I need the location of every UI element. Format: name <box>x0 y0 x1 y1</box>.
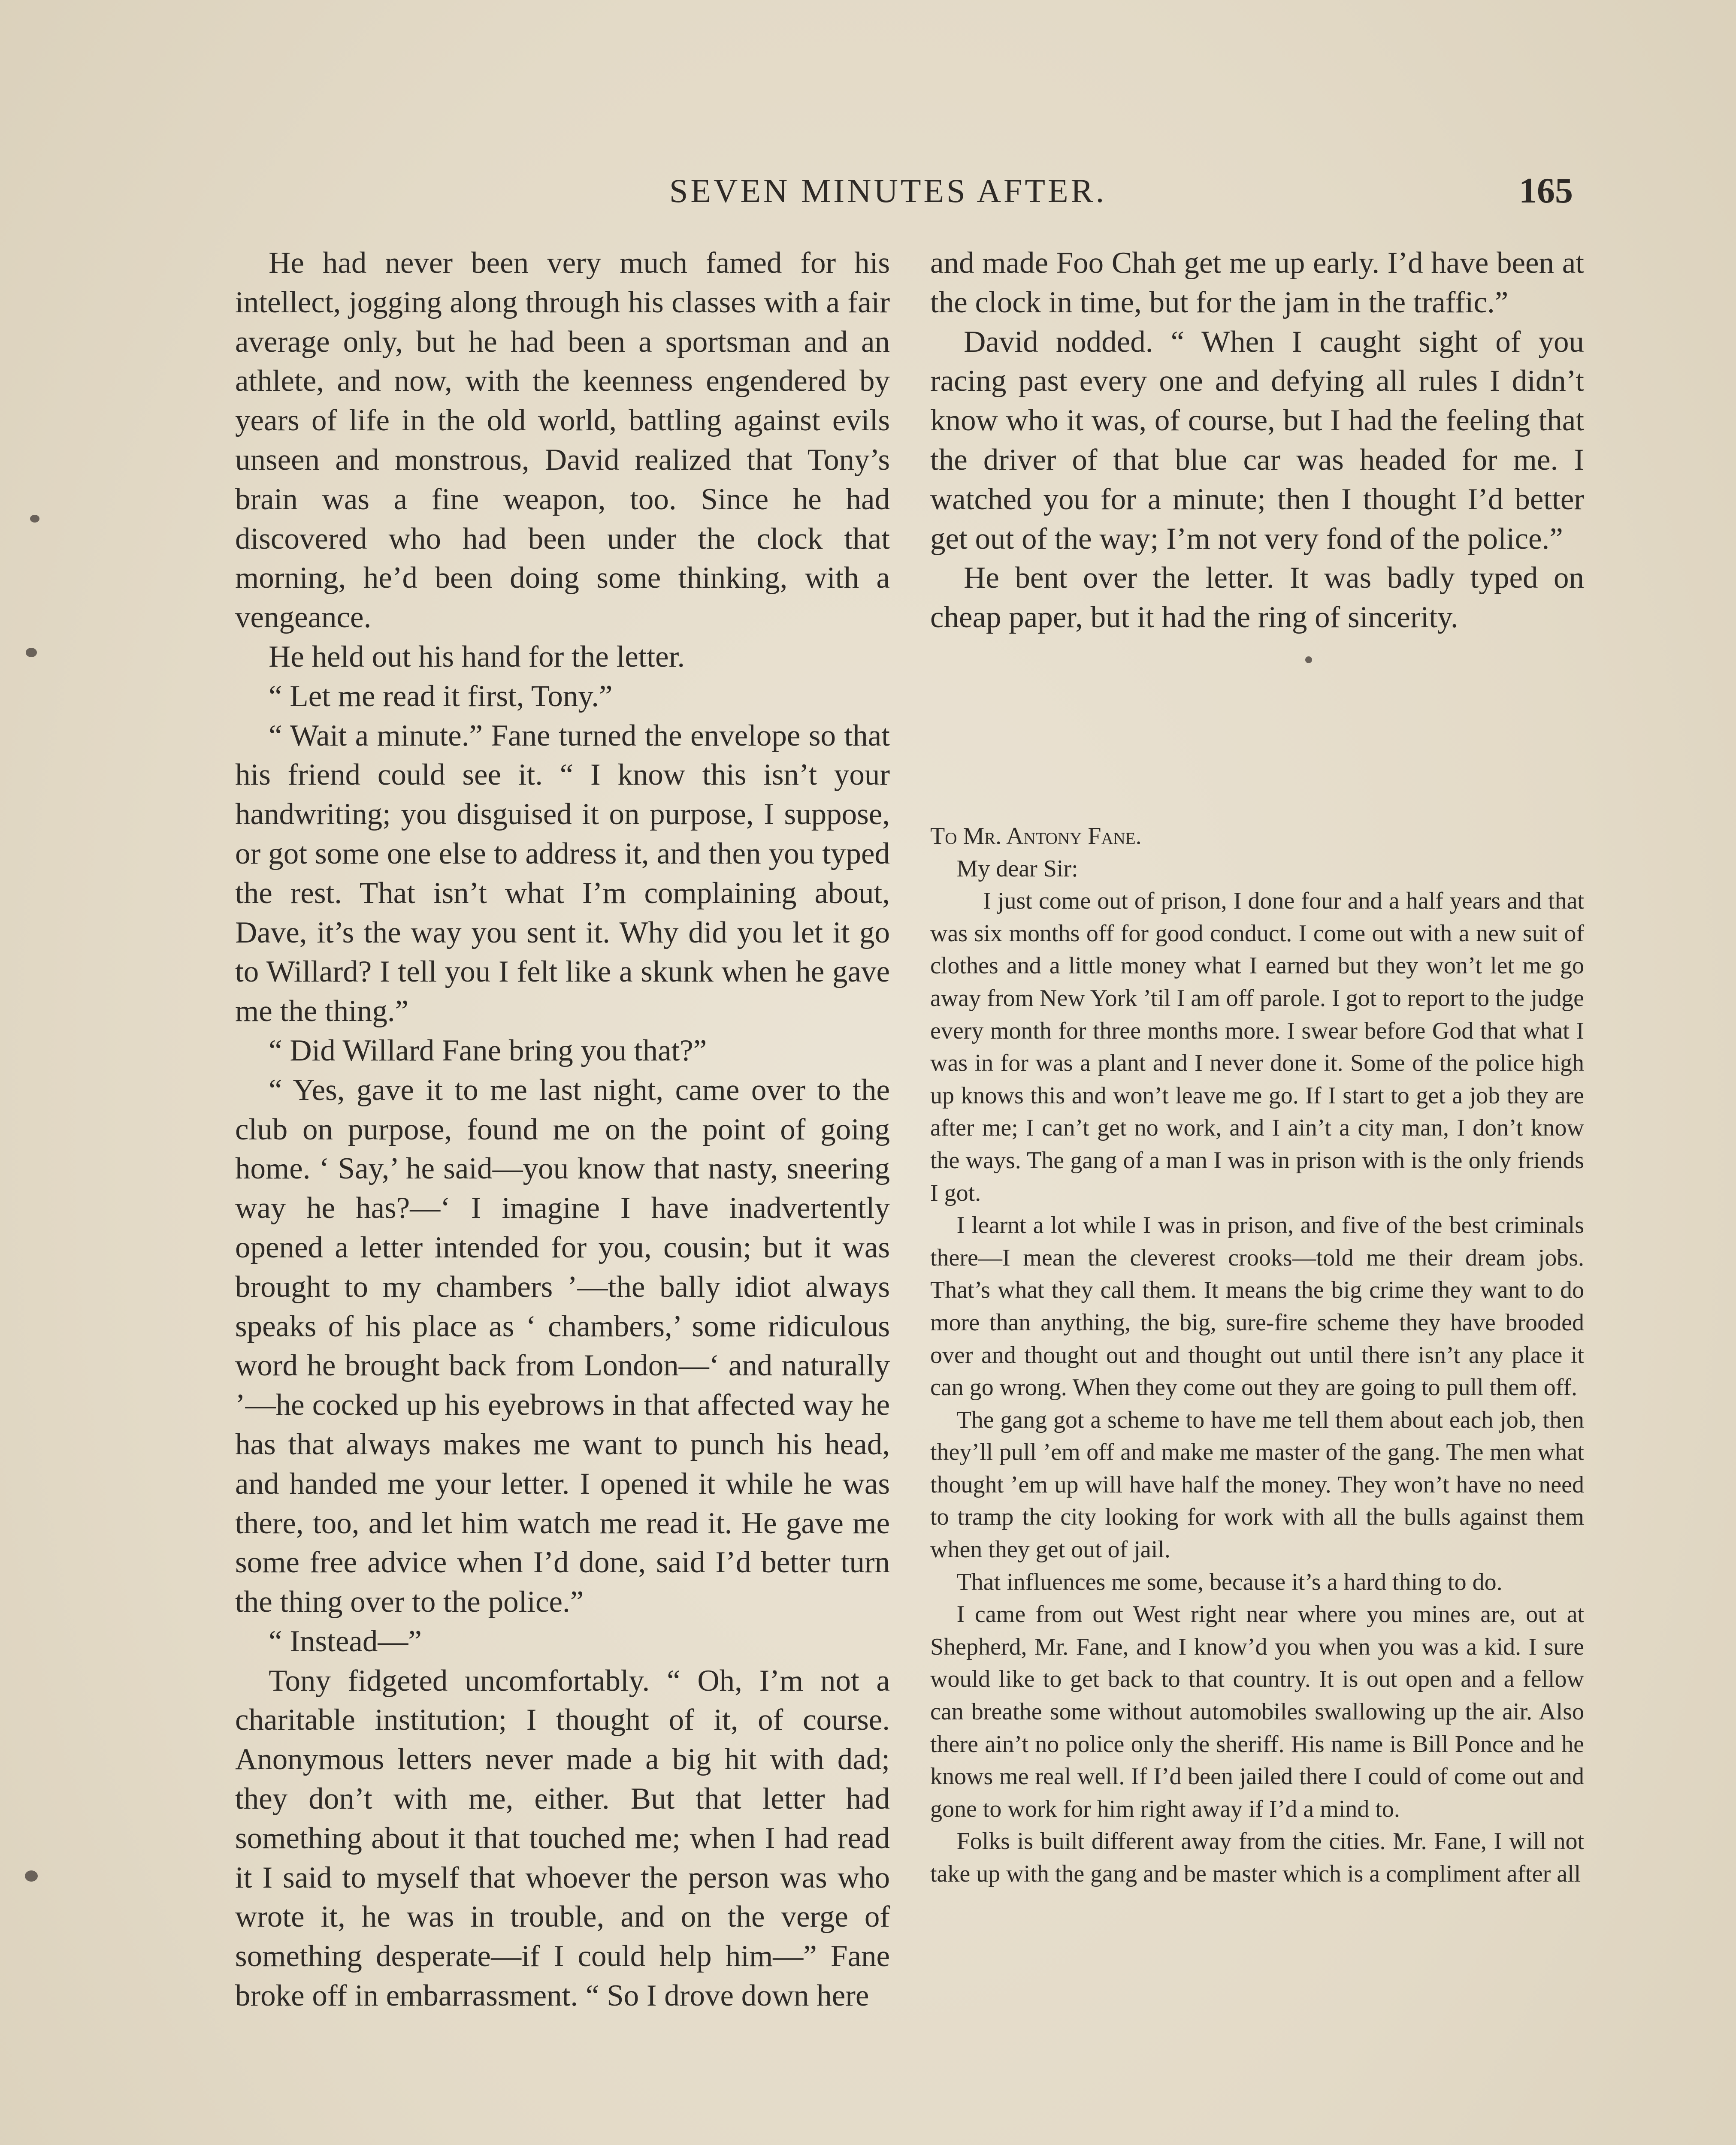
paragraph: “ Instead—” <box>269 1624 422 1658</box>
letter-paragraph: I learnt a lot while I was in prison, and five of the best criminals there—I mean the cleverest crooks—told me their dream jobs. That’s what they call them. It means the big crime they want to do more than anything, the big, sure-fire scheme they have brooded over and thought out and thought out until there isn’t any place it can go wrong. When they come out they are going to pull them off. <box>930 1212 1584 1401</box>
paragraph: “ Let me read it first, Tony.” <box>269 679 613 713</box>
paper-speck <box>26 648 37 657</box>
paper-speck <box>30 515 39 523</box>
paragraph: He bent over the letter. It was badly typed on cheap paper, but it had the ring of sincerity. <box>930 561 1584 634</box>
left-column <box>235 244 890 2016</box>
paper-speck <box>25 1870 38 1882</box>
paragraph: Tony fidgeted uncomfortably. “ Oh, I’m not a charitable institution; I thought of it, of course. Anonymous letters never made a big hit with dad; they don’t with me, either. But that letter had something about it that touched me; when I had read it I said to myself that whoever the person was who wrote it, he was in trouble, and on the verge of something desperate—if I could help him—” Fane broke off in embarrassment. “ So I drove down here <box>235 1664 890 2013</box>
right-column <box>930 244 1584 637</box>
letter-paragraph: The gang got a scheme to have me tell them about each job, then they’ll pull ’em off and make me master of the gang. The men what thought ’em up will have half the money. They won’t have no need to tramp the city looking for work with all the bulls against them when they get out of jail. <box>930 1406 1584 1563</box>
letter-paragraph: That influences me some, because it’s a hard thing to do. <box>956 1568 1503 1595</box>
letter-paragraph: Folks is built different away from the cities. Mr. Fane, I will not take up with the gang and be master which is a compliment after all <box>930 1828 1584 1887</box>
running-title: SEVEN MINUTES AFTER. <box>669 172 1107 209</box>
paragraph: “ Did Willard Fane bring you that?” <box>269 1033 707 1067</box>
letter-addressee: To Mr. Antony Fane. <box>930 823 1142 849</box>
letter-salutation: My dear Sir: <box>956 855 1078 882</box>
page-number: 165 <box>1519 171 1573 211</box>
letter-paragraph: I just come out of prison, I done four and a half years and that was six months off for good conduct. I come out with a new suit of clothes and a little money what I earned but they won’t let me go away from New York ’til I am off parole. I got to report to the judge every month for three months more. I swear before God that what I was in for was a plant and I never done it. Some of the police high up knows this and won’t leave me go. If I start to get a job they are after me; I can’t get no work, and I ain’t a city man, I don’t know the ways. The gang of a man I was in prison with is the only friends I got. <box>930 888 1584 1206</box>
letter-paragraph: I came from out West right near where you mines are, out at Shepherd, Mr. Fane, and I know’d you when you was a kid. I sure would like to get back to that country. It is out open and a fellow can breathe some without automobiles swallowing up the air. Also there ain’t no police only the sheriff. His name is Bill Ponce and he knows me real well. If I’d been jailed there I could of come out and gone to work for him right away if I’d a mind to. <box>930 1601 1584 1822</box>
paragraph-continued: and made Foo Chah get me up early. I’d have been at the clock in time, but for the jam in the traffic.” <box>930 246 1584 319</box>
paragraph: He had never been very much famed for his intellect, jogging along through his classes with a fair average only, but he had been a sportsman and an athlete, and now, with the keenness engendered by years of life in the old world, battling against evils unseen and monstrous, David realized that Tony’s brain was a fine weapon, too. Since he had discovered who had been under the clock that morning, he’d been doing some thinking, with a vengeance. <box>235 246 890 634</box>
paper-speck <box>1305 656 1312 663</box>
paragraph: “ Yes, gave it to me last night, came over to the club on purpose, found me on the point of going home. ‘ Say,’ he said—you know that nasty, sneering way he has?—‘ I imagine I have inadvertently opened a letter intended for you, cousin; but it was brought to my chambers ’—the bally idiot always speaks of his place as ‘ chambers,’ some ridiculous word he brought back from London—‘ and naturally ’—he cocked up his eyebrows in that affected way he has that always makes me want to punch his head, and handed me your letter. I opened it while he was there, too, and let him watch me read it. He gave me some free advice when I’d done, said I’d better turn the thing over to the police.” <box>235 1073 890 1619</box>
paragraph: “ Wait a minute.” Fane turned the envelope so that his friend could see it. “ I know this isn’t your handwriting; you disguised it on purpose, I suppose, or got some one else to address it, and then you typed the rest. That isn’t what I’m complaining about, Dave, it’s the way you sent it. Why did you let it go to Willard? I tell you I felt like a skunk when he gave me the thing.” <box>235 719 890 1028</box>
paragraph: David nodded. “ When I caught sight of you racing past every one and defying all rules I didn’t know who it was, of course, but I had the feeling that the driver of that blue car was headed for me. I watched you for a minute; then I thought I’d better get out of the way; I’m not very fond of the police.” <box>930 325 1584 556</box>
quoted-letter <box>930 820 1584 1891</box>
paragraph: He held out his hand for the letter. <box>269 640 685 674</box>
